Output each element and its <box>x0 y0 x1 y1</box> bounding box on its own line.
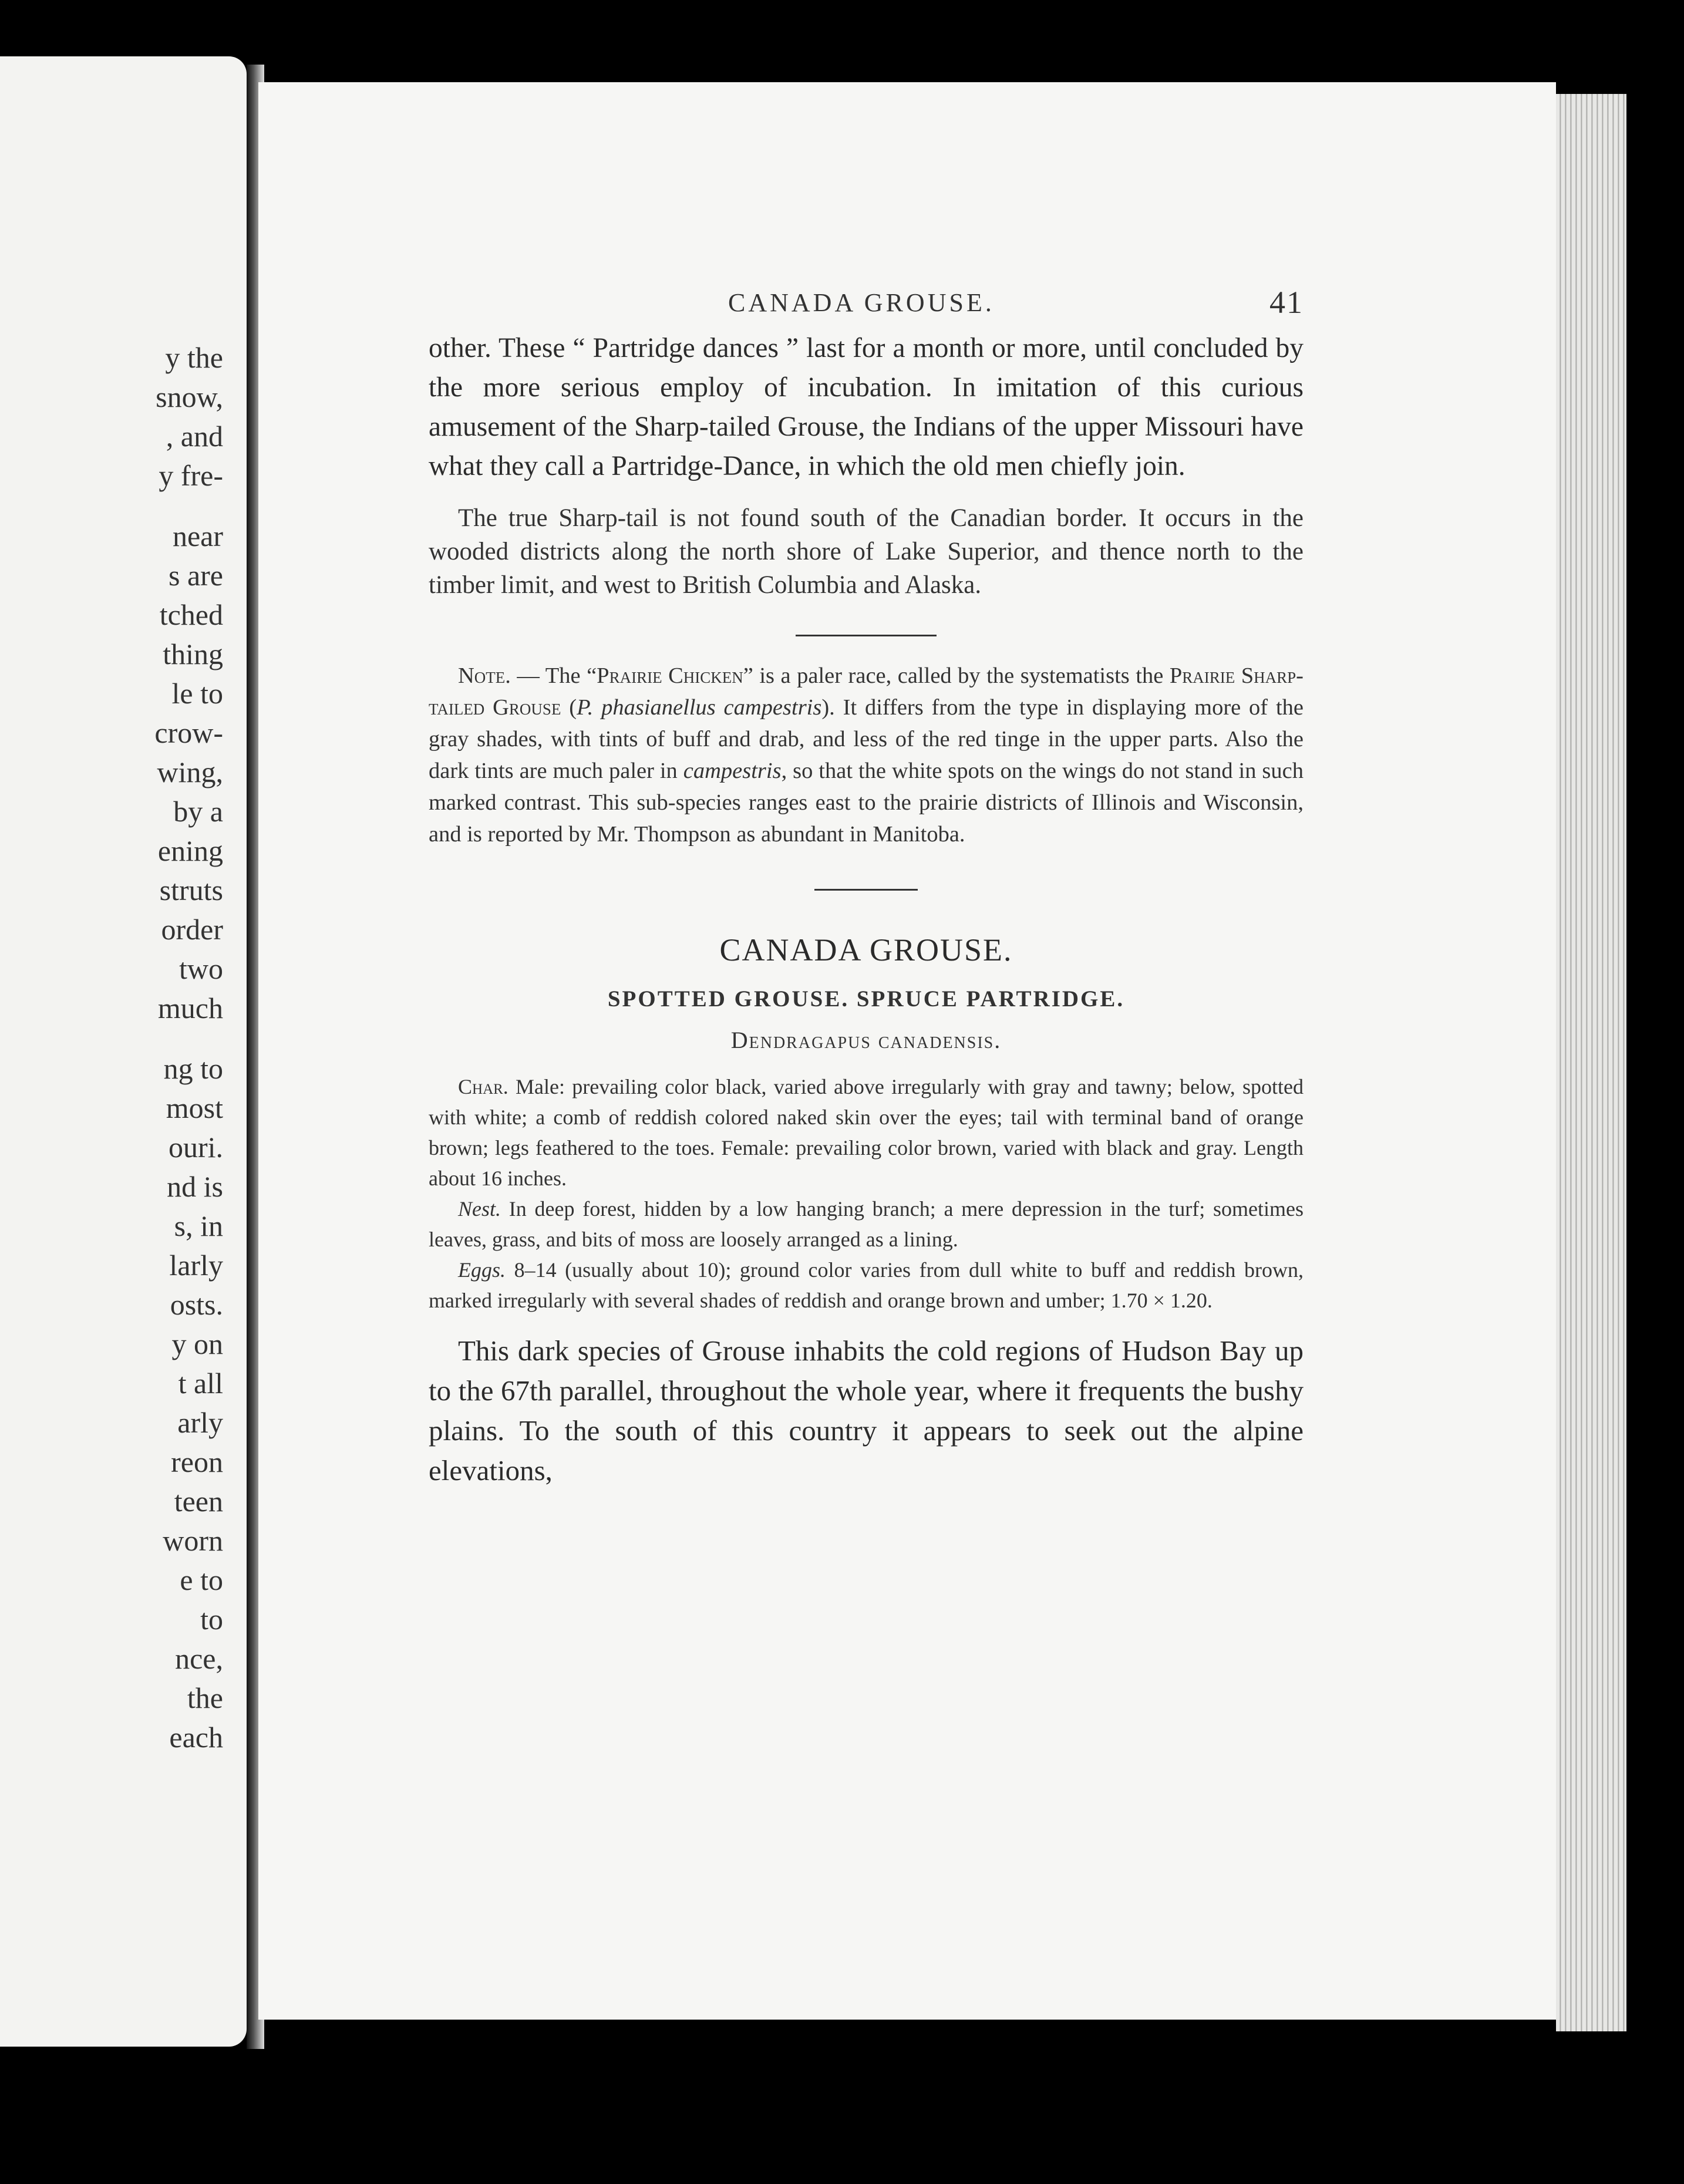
paragraph-partridge-dance: other. These “ Partridge dances ” last for a month or more, until concluded by the more serious employ of incubation. In imitation of this curious amusement of the Sharp-tailed Grouse, the Indians of the upper Missouri have what they call a Partridge-Dance, in which the old men chiefly join. <box>429 333 1304 481</box>
left-page-line: most <box>166 1091 223 1124</box>
left-page-line: le to <box>171 677 223 710</box>
left-page-line: , and <box>166 420 223 453</box>
left-page-line: by a <box>173 795 223 828</box>
left-page-line: ouri. <box>168 1131 223 1164</box>
nest-text: In deep forest, hidden by a low hanging branch; a mere depression in the turf; sometimes leaves, grass, and bits of moss are loosely arranged as a lining. <box>429 1197 1304 1251</box>
left-page-line: each <box>169 1721 223 1754</box>
left-page-line: struts <box>159 874 223 906</box>
running-head <box>429 282 1304 329</box>
note-latin: P. phasianellus campestris <box>577 695 822 720</box>
page-number: 41 <box>1269 285 1304 320</box>
left-page-line: worn <box>163 1524 223 1557</box>
left-page-line: crow- <box>154 716 223 749</box>
species-title: CANADA GROUSE. <box>719 932 1013 968</box>
left-page-fragment <box>0 56 247 2047</box>
left-page-line: nd is <box>167 1170 223 1203</box>
char-label: Char. <box>458 1075 508 1098</box>
note-label: Note. <box>458 663 511 688</box>
note-text-1: — The “ <box>510 663 597 688</box>
note-text-3: ( <box>561 695 577 720</box>
char-text: Male: prevailing color black, varied above irregularly with gray and tawny; below, spotted with white; a comb of reddish colored naked skin over the eyes; tail with terminal band of orange brown; legs feathered to the toes. Female: prevailing color brown, varied with black and gray. Length about 16 inches. <box>429 1075 1304 1190</box>
note-text-4: ). It differs from the type in displaying more of the gray shades, with tints of buff and drab, and less of the red tinge in the upper parts. Also the dark tints are much paler in <box>429 695 1304 783</box>
left-page-line: reon <box>171 1445 223 1478</box>
left-page-line: snow, <box>156 380 223 413</box>
left-page-line: order <box>161 913 223 946</box>
nest-paragraph <box>429 1194 1304 1255</box>
left-page-line: osts. <box>170 1288 223 1321</box>
page-edges <box>1556 94 1626 2031</box>
page-content <box>429 282 1304 1491</box>
note-text-2: ” is a paler race, called by the systematists the <box>743 663 1170 688</box>
note-prairie-chicken: Prairie Chicken <box>597 663 743 688</box>
note-paragraph <box>429 660 1304 850</box>
note-prairie-sharp: Prairie Sharp-tailed Grouse <box>429 663 1304 720</box>
left-page-line: larly <box>169 1249 223 1282</box>
note-campestris: campestris <box>683 759 782 783</box>
left-paragraph-gap <box>0 1028 223 1049</box>
eggs-label: Eggs. <box>458 1258 506 1282</box>
left-page-line: teen <box>174 1485 223 1518</box>
left-paragraph-gap <box>0 496 223 517</box>
left-page-line: thing <box>163 638 223 670</box>
left-page-line: near <box>172 520 223 552</box>
left-page-line: y on <box>171 1327 223 1360</box>
left-page-line: ening <box>157 834 223 867</box>
eggs-paragraph <box>429 1255 1304 1316</box>
species-scientific-name: Dendragapus canadensis. <box>730 1027 1002 1053</box>
eggs-text: 8–14 (usually about 10); ground color varies from dull white to buff and reddish brown, marked irregularly with several shades of reddish and orange brown and umber; 1.70 × 1.20. <box>429 1258 1304 1312</box>
left-page-line: much <box>157 992 223 1024</box>
left-page-line: s are <box>169 559 223 592</box>
species-common-names: SPOTTED GROUSE. SPRUCE PARTRIDGE. <box>607 986 1125 1012</box>
paragraph-hudson-bay: This dark species of Grouse inhabits the cold regions of Hudson Bay up to the 67th parallel, throughout the whole year, where it frequents the bushy plains. To the south of this country it appears to seek out the alpine elevations, <box>429 1334 1304 1487</box>
paragraph-sharp-tail-range: The true Sharp-tail is not found south of the Canadian border. It occurs in the wooded districts along the north shore of Lake Superior, and thence north to the timber limit, and west to British Columbia and Alaska. <box>429 504 1304 599</box>
left-page-line: the <box>187 1681 223 1714</box>
left-page-line: s, in <box>174 1209 223 1242</box>
left-page-line: ng to <box>163 1052 223 1085</box>
left-page-line: y the <box>165 341 223 374</box>
nest-label: Nest. <box>458 1197 501 1221</box>
left-page-line: nce, <box>175 1642 223 1675</box>
left-page-line: t all <box>178 1367 223 1400</box>
left-page-line: y fre- <box>159 459 223 492</box>
char-paragraph <box>429 1071 1304 1194</box>
left-page-line: wing, <box>157 756 223 788</box>
left-page-line: two <box>179 952 223 985</box>
running-head-title: CANADA GROUSE. <box>728 288 995 317</box>
left-page-line: to <box>200 1603 223 1636</box>
left-page-line: e to <box>180 1563 223 1596</box>
left-page-text <box>0 338 223 1757</box>
note-text-5: , so that the white spots on the wings do not stand in such marked contrast. This sub-species ranges east to the prairie districts of Illinois and Wisconsin, and is reported by Mr. Thompson as abundant in Manitoba. <box>429 759 1304 847</box>
left-page-line: arly <box>177 1406 223 1439</box>
left-page-line: tched <box>159 598 223 631</box>
